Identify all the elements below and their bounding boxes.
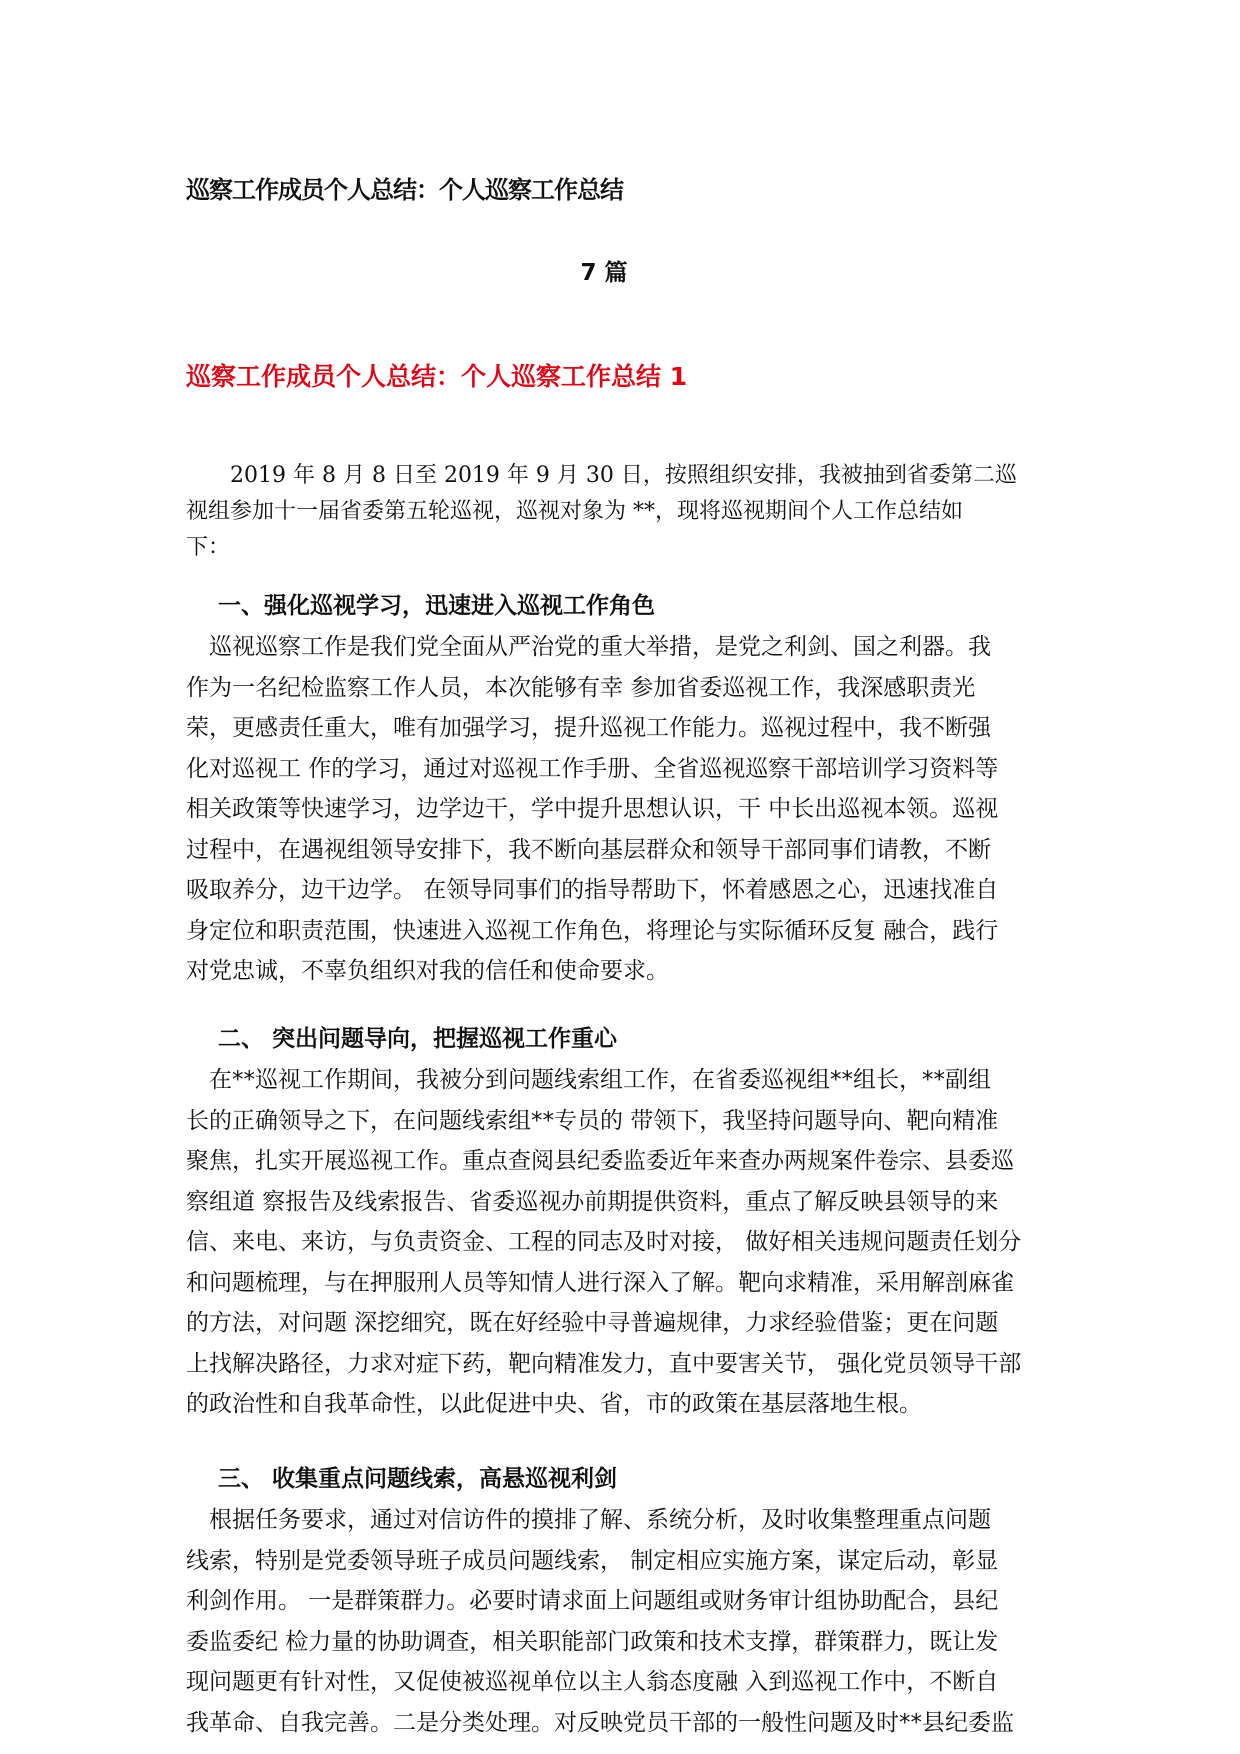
paragraph-line: 信、来电、来访，与负责资金、工程的同志及时对接， 做好相关违规问题责任划分 [186,1229,1022,1255]
heading-2: 二、 突出问题导向，把握巡视工作重心 [218,1026,618,1052]
paragraph-2 [186,1060,1066,1425]
paragraph-line: 利剑作用。 一是群策群力。必要时请求面上问题组或财务审计组协助配合，县纪 [186,1588,999,1614]
intro-line: 视组参加十一届省委第五轮巡视，巡视对象为 **，现将巡视期间个人工作总结如 [186,499,963,524]
paragraph-line: 巡视巡察工作是我们党全面从严治党的重大举措，是党之利剑、国之利器。我 [186,634,991,660]
paragraph-line: 的政治性和自我革命性，以此促进中央、省，市的政策在基层落地生根。 [186,1391,922,1417]
paragraph-line: 相关政策等快速学习，边学边干，学中提升思想认识，干 中长出巡视本领。巡视 [186,796,999,822]
paragraph-line: 上找解决路径，力求对症下药，靶向精准发力，直中要害关节， 强化党员领导干部 [186,1350,1022,1377]
document-title: 巡察工作成员个人总结：个人巡察工作总结 [186,176,623,204]
paragraph-line: 荣，更感责任重大，唯有加强学习，提升巡视工作能力。巡视过程中，我不断强 [186,715,991,741]
heading-3: 三、 收集重点问题线索，高悬巡视利剑 [218,1466,618,1492]
paragraph-line: 过程中，在遇视组领导安排下，我不断向基层群众和领导干部同事们请教，不断 [186,836,991,863]
paragraph-line: 长的正确领导之下，在问题线索组**专员的 带领下，我坚持问题导向、靶向精准 [186,1107,999,1134]
paragraph-line: 根据任务要求，通过对信访件的摸排了解、系统分析，及时收集整理重点问题 [186,1507,991,1533]
paragraph-3 [186,1500,1066,1743]
paragraph-line: 我革命、自我完善。二是分类处理。对反映党员干部的一般性问题及时**县纪委监 [186,1709,1014,1736]
heading-1: 一、强化巡视学习，迅速进入巡视工作角色 [218,593,655,619]
section-heading: 巡察工作成员个人总结：个人巡察工作总结 1 [186,362,688,391]
document-subtitle [0,254,1240,287]
subtitle-text: 7 篇 [580,260,628,286]
paragraph-line: 察组道 察报告及线索报告、省委巡视办前期提供资料，重点了解反映县领导的来 [186,1188,999,1215]
paragraph-line: 线索，特别是党委领导班子成员问题线索， 制定相应实施方案，谋定后动，彰显 [186,1547,999,1574]
paragraph-line: 聚焦，扎实开展巡视工作。重点查阅县纪委监委近年来查办两规案件卷宗、县委巡 [186,1148,1014,1174]
paragraph-line: 在**巡视工作期间，我被分到问题线索组工作，在省委巡视组**组长，**副组 [186,1067,991,1093]
paragraph-line: 作为一名纪检监察工作人员，本次能够有幸 参加省委巡视工作，我深感职责光 [186,674,976,701]
paragraph-line: 吸取养分，边干边学。 在领导同事们的指导帮助下，怀着感恩之心，迅速找准自 [186,877,999,903]
paragraph-line: 现问题更有针对性，又促使被巡视单位以主人翁态度融 入到巡视工作中，不断自 [186,1669,999,1695]
intro-line: 2019 年 8 月 8 日至 2019 年 9 月 30 日，按照组织安排，我被抽到省委第二巡 [186,463,1017,488]
paragraph-line: 化对巡视工 作的学习，通过对巡视工作手册、全省巡视巡察干部培训学习资料等 [186,755,999,782]
paragraph-line: 身定位和职责范围，快速进入巡视工作角色，将理论与实际循环反复 融合，践行 [186,917,999,944]
paragraph-line: 委监委纪 检力量的协助调查，相关职能部门政策和技术支撑，群策群力，既让发 [186,1628,999,1655]
paragraph-line: 和问题梳理，与在押服刑人员等知情人进行深入了解。靶向求精准，采用解剖麻雀 [186,1269,1014,1296]
intro-line: 下： [186,535,231,560]
intro-paragraph [186,458,1066,566]
paragraph-line: 对党忠诚，不辜负组织对我的信任和使命要求。 [186,958,669,984]
paragraph-1 [186,627,1066,992]
paragraph-line: 的方法，对问题 深挖细究，既在好经验中寻普遍规律，力求经验借鉴；更在问题 [186,1310,999,1336]
